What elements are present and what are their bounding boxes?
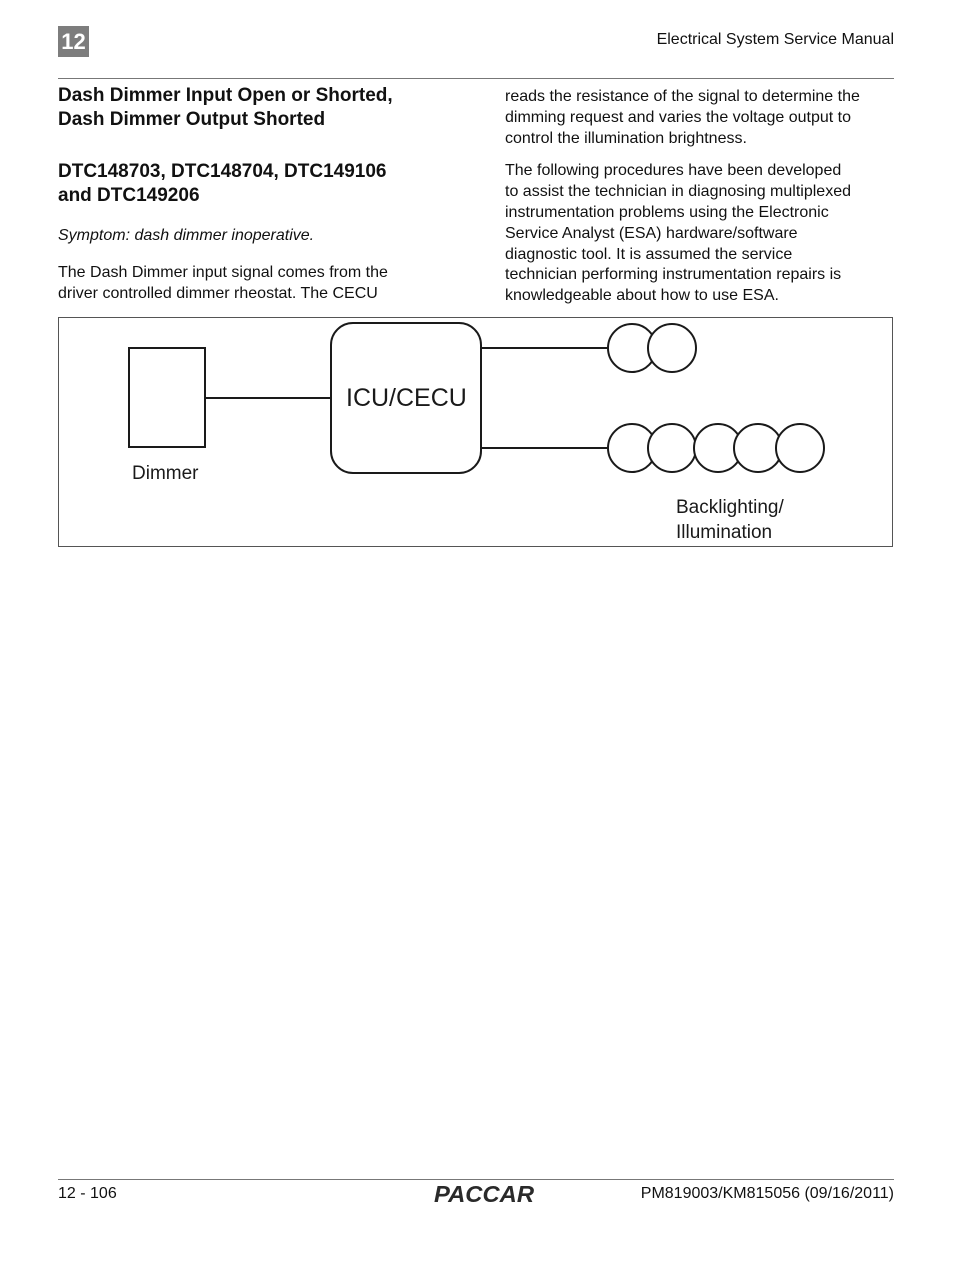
continuation-line3: control the illumination brightness.	[505, 129, 747, 147]
section-heading-line2: Dash Dimmer Output Shorted	[58, 109, 326, 130]
procedure-line4: Service Analyst (ESA) hardware/software	[505, 224, 798, 242]
procedure-line7: knowledgeable about how to use ESA.	[505, 287, 779, 305]
lights-label-line1: Backlighting/	[676, 497, 784, 518]
continuation-paragraph	[505, 87, 897, 149]
procedure-paragraph	[505, 161, 897, 307]
manual-title: Electrical System Service Manual	[656, 31, 894, 48]
symptom-text: Symptom: dash dimmer inoperative.	[58, 227, 315, 244]
lights-label-line2: Illumination	[676, 522, 773, 543]
dimmer-box	[129, 348, 205, 447]
section-heading	[58, 84, 458, 132]
dimmer-label: Dimmer	[132, 463, 199, 484]
bulb-lower-4	[734, 424, 782, 472]
dtc-heading-line1: DTC148703, DTC148704, DTC149106	[58, 161, 387, 182]
controller-label: ICU/CECU	[346, 384, 467, 412]
dtc-heading	[58, 160, 458, 208]
procedure-line2: to assist the technician in diagnosing multiplexed	[505, 183, 851, 201]
chapter-badge: 12	[58, 26, 89, 57]
procedure-line3: instrumentation problems using the Electronic	[505, 203, 829, 221]
bulb-upper-2	[648, 324, 696, 372]
dimmer-circuit-diagram	[58, 317, 893, 547]
intro-paragraph	[58, 263, 458, 305]
bulb-lower-2	[648, 424, 696, 472]
right-column	[505, 87, 897, 307]
left-column	[58, 84, 458, 305]
header-rule	[58, 78, 894, 79]
intro-line2: driver controlled dimmer rheostat. The CECU	[58, 284, 378, 302]
continuation-line1: reads the resistance of the signal to determine the	[505, 88, 860, 105]
svg-text:PACCAR: PACCAR	[434, 1181, 535, 1206]
bulb-lower-5	[776, 424, 824, 472]
paccar-logo	[432, 1180, 538, 1211]
continuation-line2: dimming request and varies the voltage output to	[505, 108, 851, 126]
intro-line1: The Dash Dimmer input signal comes from the	[58, 264, 388, 281]
procedure-line1: The following procedures have been developed	[505, 162, 842, 180]
dtc-heading-line2: and DTC149206	[58, 185, 200, 206]
section-heading-line1: Dash Dimmer Input Open or Shorted,	[58, 85, 393, 106]
procedure-line6: technician performing instrumentation repairs is	[505, 266, 842, 284]
document-code: PM819003/KM815056 (09/16/2011)	[640, 1185, 894, 1202]
page-number: 12 - 106	[58, 1185, 117, 1202]
procedure-line5: diagnostic tool. It is assumed the service	[505, 245, 793, 263]
